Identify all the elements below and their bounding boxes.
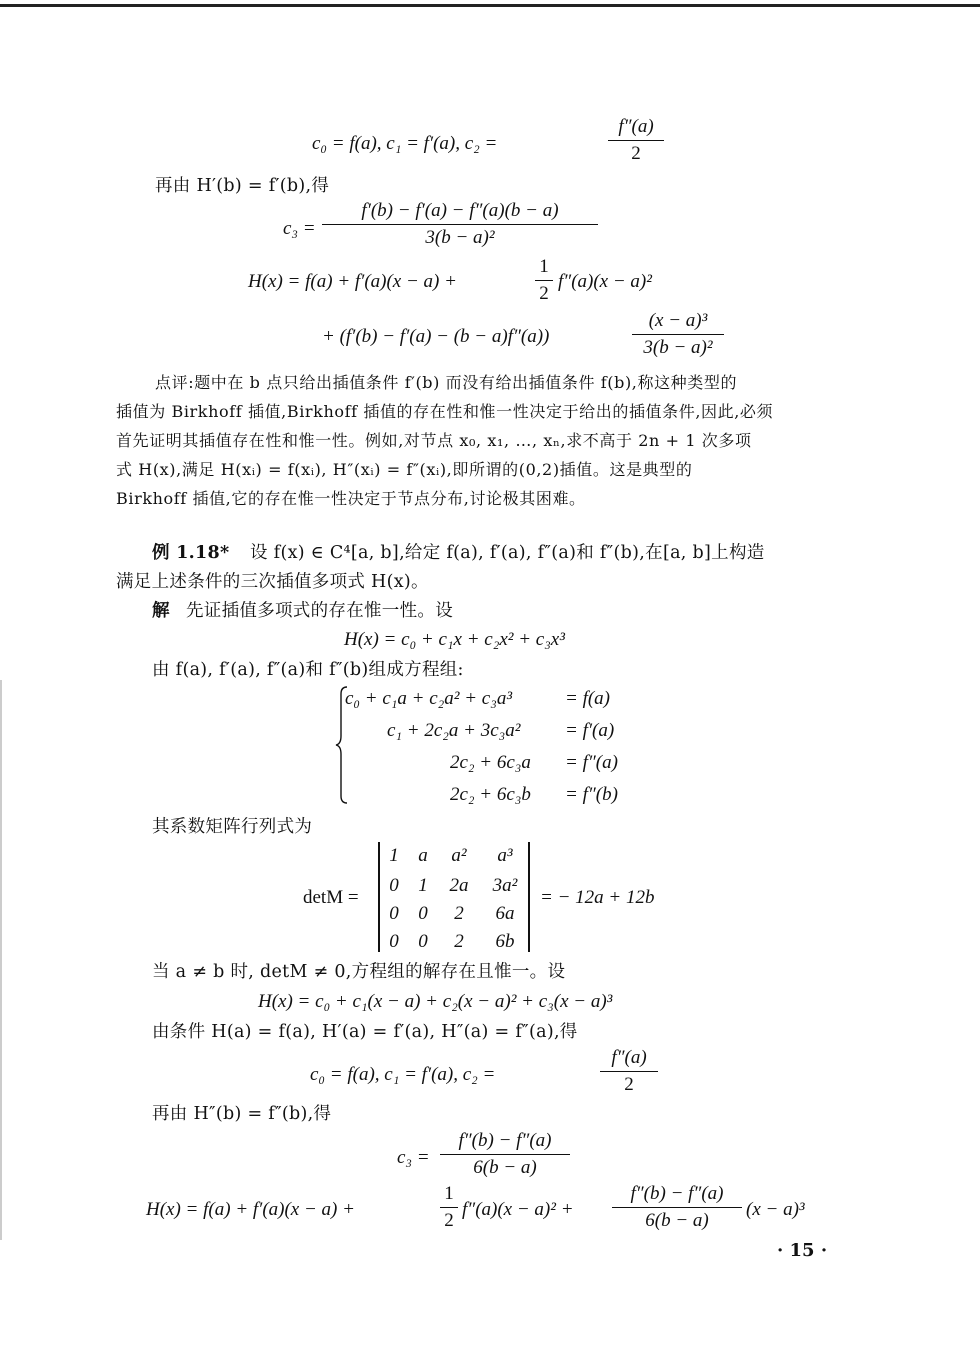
fraction-bar <box>535 280 553 281</box>
det-cell: 0 <box>389 875 399 896</box>
final-formula-part2: f″(a)(x − a)² + <box>462 1199 574 1220</box>
det-cell: 0 <box>418 903 428 924</box>
example-line-1: 设 f(x) ∈ C⁴[a, b],给定 f(a), f′(a), f″(a)和 f″(b),在[a, b]上构造 <box>250 543 765 563</box>
c3-label: c₃ = <box>283 218 316 239</box>
det-cell: a <box>418 845 428 866</box>
det-cell: 6a <box>495 903 515 924</box>
final-formula-part1: H(x) = f(a) + f′(a)(x − a) + <box>146 1199 355 1220</box>
fraction-denominator: 2 <box>624 1074 634 1095</box>
determinant-intro: 其系数矩阵行列式为 <box>152 817 313 837</box>
solution-label: 解 <box>152 601 170 621</box>
uniqueness-line: 当 a ≠ b 时, detM ≠ 0,方程组的解存在且惟一。设 <box>152 962 566 982</box>
fraction-bar <box>440 1154 570 1155</box>
fraction-denominator: 6(b − a) <box>645 1210 709 1231</box>
c2-fraction <box>608 116 664 165</box>
equation-1-rhs: = f(a) <box>565 688 611 709</box>
det-cell: 0 <box>389 903 399 924</box>
determinant-right-bar <box>528 842 530 952</box>
comment-line-1: 点评:题中在 b 点只给出插值条件 f′(b) 而没有给出插值条件 f(b),称这种类型的 <box>155 373 738 392</box>
det-cell: 6b <box>495 931 515 952</box>
hx-formula-part2: f″(a)(x − a)² <box>558 271 652 292</box>
fraction-denominator: 2 <box>539 283 549 304</box>
fraction-denominator: 2 <box>631 143 641 164</box>
fraction-numerator: f″(b) − f″(a) <box>458 1130 552 1151</box>
example-line-2: 满足上述条件的三次插值多项式 H(x)。 <box>116 572 429 592</box>
fraction-bar <box>600 1071 658 1072</box>
equation-2-rhs: = f′(a) <box>565 720 615 741</box>
fraction-bar <box>612 1207 742 1208</box>
determinant-label: detM = <box>303 887 359 908</box>
top-rule <box>0 4 980 7</box>
det-cell: 0 <box>418 931 428 952</box>
again-condition-line: 再由 H″(b) = f″(b),得 <box>152 1104 332 1124</box>
final-fraction <box>612 1183 742 1232</box>
equation-4-lhs: 2c₂ + 6c₃b <box>450 784 531 805</box>
polynomial-shifted: H(x) = c₀ + c₁(x − a) + c₂(x − a)² + c₃(x − a)³ <box>258 991 613 1012</box>
det-cell: 1 <box>418 875 428 896</box>
equation-4-rhs: = f″(b) <box>565 784 618 805</box>
condition-text: 再由 H′(b) = f′(b),得 <box>155 176 330 196</box>
fraction-numerator: f″(a) <box>618 116 654 137</box>
page-number: · 15 · <box>777 1240 828 1261</box>
fraction-numerator: f″(a) <box>611 1047 647 1068</box>
fraction-denominator: 3(b − a)² <box>425 227 495 248</box>
condition-line: 由条件 H(a) = f(a), H′(a) = f′(a), H″(a) = f″(a),得 <box>152 1022 578 1042</box>
comment-line-3: 首先证明其插值存在性和惟一性。例如,对节点 x₀, x₁, …, xₙ,求不高于 2n + 1 次多项 <box>116 431 752 450</box>
fraction-numerator: 1 <box>444 1183 454 1204</box>
binding-shadow <box>0 680 2 1240</box>
hx-formula-line2: + (f′(b) − f′(a) − (b − a)f″(a)) <box>322 326 550 347</box>
coefficients-line: c₀ = f(a), c₁ = f′(a), c₂ = <box>312 133 498 154</box>
half-fraction <box>535 256 553 305</box>
det-cell: 2 <box>454 903 464 924</box>
c3-fraction-2 <box>440 1130 570 1179</box>
final-formula-part3: (x − a)³ <box>746 1199 805 1220</box>
hx-line2-fraction <box>632 310 724 359</box>
det-cell: a² <box>451 845 467 866</box>
comment-line-5: Birkhoff 插值,它的存在惟一性决定于节点分布,讨论极其困难。 <box>116 489 586 508</box>
det-cell: 0 <box>389 931 399 952</box>
c3-fraction <box>322 200 598 249</box>
fraction-numerator: 1 <box>539 256 549 277</box>
det-cell: 2 <box>454 931 464 952</box>
fraction-bar <box>632 334 724 335</box>
fraction-numerator: f″(b) − f″(a) <box>630 1183 724 1204</box>
equation-1-lhs: c₀ + c₁a + c₂a² + c₃a³ <box>345 688 513 709</box>
c2-fraction-2 <box>600 1047 658 1096</box>
hx-formula-part1: H(x) = f(a) + f′(a)(x − a) + <box>248 271 457 292</box>
fraction-bar <box>440 1207 458 1208</box>
polynomial-definition: H(x) = c₀ + c₁x + c₂x² + c₃x³ <box>344 629 565 650</box>
equation-2-lhs: c₁ + 2c₂a + 3c₃a² <box>387 720 521 741</box>
fraction-bar <box>608 140 664 141</box>
det-cell: 3a² <box>492 875 518 896</box>
fraction-numerator: (x − a)³ <box>648 310 708 331</box>
det-cell: a³ <box>497 845 513 866</box>
solution-line-1: 先证插值多项式的存在惟一性。设 <box>186 601 453 621</box>
example-label: 例 1.18* <box>152 543 230 563</box>
fraction-denominator: 3(b − a)² <box>643 337 713 358</box>
fraction-denominator: 2 <box>444 1210 454 1231</box>
coefficients-line-2: c₀ = f(a), c₁ = f′(a), c₂ = <box>310 1064 496 1085</box>
det-cell: 2a <box>449 875 469 896</box>
fraction-numerator: f′(b) − f′(a) − f″(a)(b − a) <box>361 200 559 221</box>
comment-line-2: 插值为 Birkhoff 插值,Birkhoff 插值的存在性和惟一性决定于给出的插值条件,因此,必须 <box>116 402 774 421</box>
equation-3-rhs: = f″(a) <box>565 752 618 773</box>
determinant-result: = − 12a + 12b <box>540 887 655 908</box>
final-half-fraction <box>440 1183 458 1232</box>
comment-line-4: 式 H(x),满足 H(xᵢ) = f(xᵢ), H″(xᵢ) = f″(xᵢ),即所谓的(0,2)插值。这是典型的 <box>116 460 693 479</box>
c3-label-2: c₃ = <box>397 1147 430 1168</box>
fraction-denominator: 6(b − a) <box>473 1157 537 1178</box>
equation-3-lhs: 2c₂ + 6c₃a <box>450 752 531 773</box>
fraction-bar <box>322 224 598 225</box>
system-intro: 由 f(a), f′(a), f″(a)和 f″(b)组成方程组: <box>152 660 464 680</box>
det-cell: 1 <box>389 845 399 866</box>
